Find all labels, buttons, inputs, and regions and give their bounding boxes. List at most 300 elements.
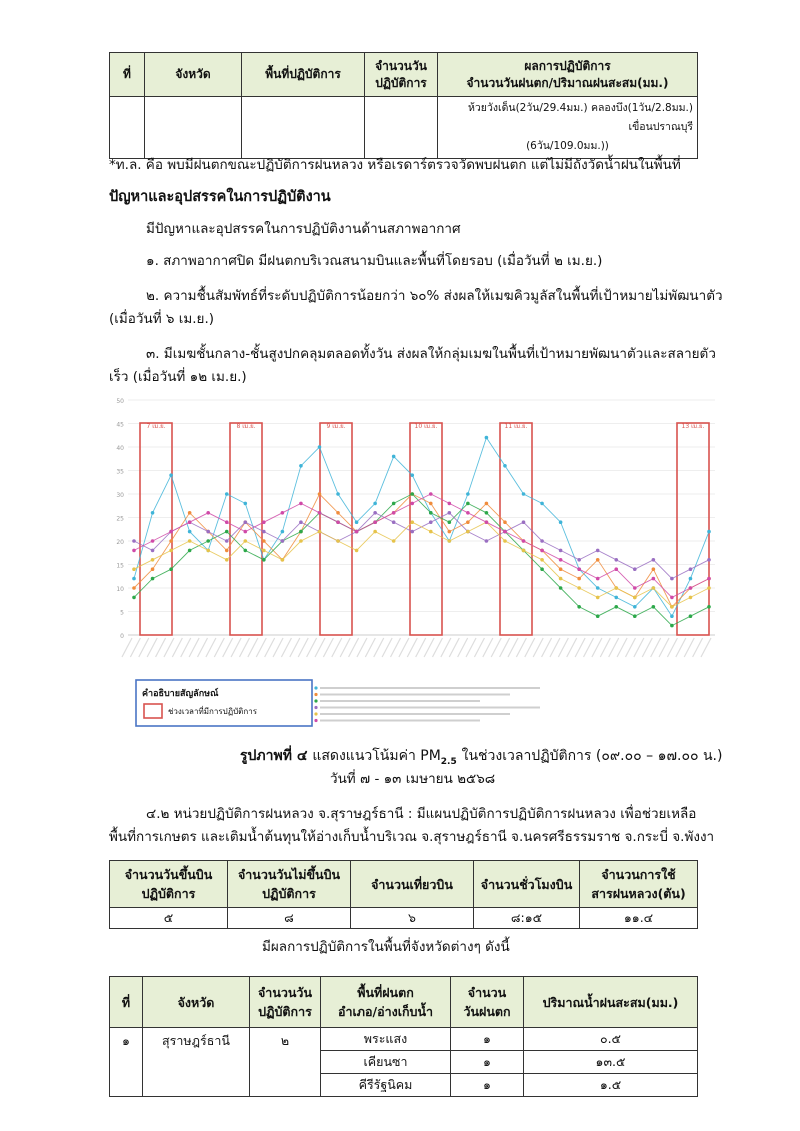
series-point [132, 549, 136, 553]
series-point [169, 530, 173, 534]
x-tick-mark [483, 638, 493, 657]
series-point [262, 520, 266, 524]
series-point [429, 520, 433, 524]
series-point [243, 539, 247, 543]
series-point [540, 567, 544, 571]
series-point [596, 596, 600, 600]
problem-3-line-1: ๓. มีเมฆชั้นกลาง-ชั้นสูงปกคลุมตลอดทั้งวัน ส่งผลให้กลุ่มเมฆในพื้นที่เป้าหมายพัฒนาตัวและสลายตัว [146, 346, 716, 362]
series-point [355, 530, 359, 534]
figure-date: วันที่ ๗ - ๑๓ เมษายน ๒๕๖๘ [330, 771, 496, 787]
x-tick-mark [147, 638, 157, 657]
series-point [485, 511, 489, 515]
x-tick-mark [315, 638, 325, 657]
x-tick-mark [223, 638, 233, 657]
y-tick-label: 25 [116, 515, 124, 523]
problem-2-line-1: ๒. ความชื้นสัมพัทธ์ที่ระดับปฏิบัติการน้อยกว่า ๖๐% ส่งผลให้เมฆคิวมูลัสในพื้นที่เป้าหมายไม่พัฒนาตัว [146, 288, 723, 304]
x-tick-mark [500, 638, 510, 657]
x-tick-mark [416, 638, 426, 657]
x-tick-mark [449, 638, 459, 657]
cell-empty [365, 97, 438, 159]
rain-area: คีรีรัฐนิคม [321, 1074, 451, 1097]
series-point [225, 558, 229, 562]
series-point [503, 539, 507, 543]
x-tick-mark [693, 638, 703, 657]
figure-title-rest: ในช่วงเวลาปฏิบัติการ (๐๙.๐๐ – ๑๗.๐๐ น.) [461, 748, 723, 764]
series-line [134, 494, 709, 607]
col-no-fly-days: จำนวนวันไม่ขึ้นบิน ปฏิบัติการ [228, 861, 351, 908]
x-tick-mark [399, 638, 409, 657]
x-tick-mark [701, 638, 711, 657]
col-flights: จำนวนเที่ยวบิน [351, 861, 474, 908]
series-point [503, 464, 507, 468]
series-point [559, 520, 563, 524]
series-point [707, 577, 711, 581]
x-tick-mark [592, 638, 602, 657]
series-point [132, 596, 136, 600]
series-point [485, 539, 489, 543]
series-point [206, 530, 210, 534]
operation-window [140, 423, 172, 635]
cell-empty [145, 97, 242, 159]
series-point [151, 577, 155, 581]
footnote: *ท.ล. คือ พบมีฝนตกขณะปฏิบัติการฝนหลวง หรือเรดาร์ตรวจวัดพบฝนตก แต่ไม่มีถังวัดน้ำฝนในพื้นที่ [109, 157, 681, 173]
x-tick-mark [533, 638, 543, 657]
section-4-2-line-2: พื้นที่การเกษตร และเติมน้ำต้นทุนให้อ่างเก็บน้ำบริเวณ จ.สุราษฎร์ธานี จ.นครศรีธรรมราช จ.กระบี่ จ.พังงา [109, 829, 715, 845]
series-point [355, 549, 359, 553]
results-heading: มีผลการปฏิบัติการในพื้นที่จังหวัดต่างๆ ดังนี้ [262, 939, 510, 955]
series-point [633, 605, 637, 609]
series-point [392, 520, 396, 524]
result-line-2: (6วัน/109.0มม.)) [526, 140, 609, 152]
x-tick-mark [122, 638, 132, 657]
x-tick-mark [516, 638, 526, 657]
series-point [151, 511, 155, 515]
x-tick-mark [642, 638, 652, 657]
series-point [485, 436, 489, 440]
x-tick-mark [206, 638, 216, 657]
series-point [577, 586, 581, 590]
series-point [670, 605, 674, 609]
series-point [281, 530, 285, 534]
x-tick-mark [130, 638, 140, 657]
series-point [503, 530, 507, 534]
series-point [299, 502, 303, 506]
y-tick-label: 10 [116, 586, 124, 593]
series-point [429, 530, 433, 534]
operation-window [677, 423, 709, 635]
legend-title: คำอธิบายสัญลักษณ์ [142, 689, 219, 699]
x-tick-mark [432, 638, 442, 657]
series-point [614, 586, 618, 590]
series-point [522, 492, 526, 496]
series-point [429, 492, 433, 496]
series-point [596, 577, 600, 581]
x-tick-mark [290, 638, 300, 657]
x-tick-mark [273, 638, 283, 657]
legend-series-dot [314, 719, 317, 722]
y-tick-label: 40 [116, 445, 124, 452]
series-point [540, 502, 544, 506]
series-point [188, 530, 192, 534]
cell-empty [242, 97, 365, 159]
series-point [281, 511, 285, 515]
col-hours: จำนวนชั่วโมงบิน [474, 861, 580, 908]
rain-mm: ๑.๕ [524, 1074, 698, 1097]
series-point [132, 586, 136, 590]
operations-result-table [109, 52, 698, 159]
series-point [429, 502, 433, 506]
y-tick-label: 5 [120, 609, 124, 617]
col-area: พื้นที่ปฏิบัติการ [242, 53, 365, 97]
series-point [318, 530, 322, 534]
series-point [596, 558, 600, 562]
series-point [689, 567, 693, 571]
series-point [670, 614, 674, 618]
x-tick-mark [491, 638, 501, 657]
x-tick-mark [357, 638, 367, 657]
series-point [373, 530, 377, 534]
x-tick-mark [156, 638, 166, 657]
series-point [577, 605, 581, 609]
series-point [485, 520, 489, 524]
problems-heading: ปัญหาและอุปสรรคในการปฏิบัติงาน [109, 189, 331, 205]
x-tick-mark [181, 638, 191, 657]
x-tick-mark [575, 638, 585, 657]
series-point [243, 549, 247, 553]
x-tick-mark [525, 638, 535, 657]
series-point [410, 520, 414, 524]
x-tick-mark [625, 638, 635, 657]
x-tick-mark [281, 638, 291, 657]
series-point [225, 539, 229, 543]
y-tick-label: 20 [116, 539, 124, 546]
series-point [652, 567, 656, 571]
series-point [281, 558, 285, 562]
rain-days: ๑ [451, 1028, 524, 1051]
series-point [243, 530, 247, 534]
series-point [299, 530, 303, 534]
series-point [151, 549, 155, 553]
rain-area: พระแสง [321, 1028, 451, 1051]
flight-summary-table [109, 860, 698, 929]
series-point [299, 539, 303, 543]
x-tick-mark [332, 638, 342, 657]
y-tick-label: 50 [116, 398, 124, 405]
series-point [596, 614, 600, 618]
series-point [652, 605, 656, 609]
series-point [652, 586, 656, 590]
y-tick-labels [116, 398, 124, 640]
legend-box [136, 680, 312, 726]
series-point [392, 502, 396, 506]
series-point [559, 577, 563, 581]
series-point [169, 567, 173, 571]
series-point [318, 492, 322, 496]
x-tick-mark [441, 638, 451, 657]
series-point [299, 464, 303, 468]
x-tick-mark [265, 638, 275, 657]
legend-series-dot [314, 712, 317, 715]
rain-mm: ๐.๕ [524, 1028, 698, 1051]
series-point [577, 577, 581, 581]
series-point [336, 520, 340, 524]
x-tick-mark [231, 638, 241, 657]
series-point [633, 567, 637, 571]
series-point [262, 549, 266, 553]
operation-window-label: 11 เม.ย. [504, 423, 528, 430]
series-point [596, 549, 600, 553]
series-point [188, 520, 192, 524]
series-point [262, 539, 266, 543]
series-point [670, 596, 674, 600]
section-4-2-line-1: ๔.๒ หน่วยปฏิบัติการฝนหลวง จ.สุราษฎร์ธานี : มีแผนปฏิบัติการปฏิบัติการฝนหลวง เพื่อช่วยเหลือ [146, 806, 697, 822]
series-point [151, 558, 155, 562]
value-no-fly-days: ๘ [228, 908, 351, 929]
series-point [336, 492, 340, 496]
operation-windows [140, 423, 709, 635]
series-point [540, 558, 544, 562]
series-point [448, 539, 452, 543]
x-tick-mark [248, 638, 258, 657]
series-point [188, 549, 192, 553]
result-line-1: ห้วยวังเด็น(2วัน/29.4มม.) คลองบึง(1วัน/2.8มม.) เขื่อนปราณบุรี [467, 102, 693, 133]
legend-label: ช่วงเวลาที่มีการปฏิบัติการ [168, 707, 257, 716]
series-point [633, 586, 637, 590]
col-result: ผลการปฏิบัติการ จำนวนวันฝนตก/ปริมาณฝนสะสม(มม.) [438, 53, 698, 97]
x-tick-mark [651, 638, 661, 657]
series-point [614, 596, 618, 600]
series-point [392, 455, 396, 459]
col-fly-days: จำนวนวันขึ้นบิน ปฏิบัติการ [110, 861, 228, 908]
series-point [503, 520, 507, 524]
series-point [652, 577, 656, 581]
series-point [373, 511, 377, 515]
series-point [522, 549, 526, 553]
series-point [614, 605, 618, 609]
series-point [522, 539, 526, 543]
pm25-trend-chart [110, 390, 725, 730]
series-point [410, 492, 414, 496]
x-tick-mark [600, 638, 610, 657]
col-rain-area: พื้นที่ฝนตก อำเภอ/อ่างเก็บน้ำ [321, 977, 451, 1028]
series-point [670, 624, 674, 628]
series-point [540, 549, 544, 553]
row-no: ๑ [110, 1028, 143, 1097]
value-flights: ๖ [351, 908, 474, 929]
value-hours: ๘:๑๕ [474, 908, 580, 929]
province-results-table [109, 976, 698, 1097]
series-point [689, 586, 693, 590]
x-tick-mark [374, 638, 384, 657]
legend-series-dot [314, 699, 317, 702]
col-rain-days: จำนวน วันฝนตก [451, 977, 524, 1028]
col-rain-mm: ปริมาณน้ำฝนสะสม(มม.) [524, 977, 698, 1028]
x-tick-mark [340, 638, 350, 657]
operation-window-label: 7 เม.ย. [146, 423, 166, 430]
series-point [614, 558, 618, 562]
series-point [596, 586, 600, 590]
series-lines [132, 436, 711, 628]
series-point [188, 539, 192, 543]
row-days: ๒ [250, 1028, 321, 1097]
series-point [243, 520, 247, 524]
x-tick-mark [382, 638, 392, 657]
series-point [169, 473, 173, 477]
problem-3-line-2: เร็ว (เมื่อวันที่ ๑๒ เม.ย.) [109, 369, 247, 385]
chart-grid [128, 400, 715, 635]
series-point [225, 549, 229, 553]
operation-window-label: 8 เม.ย. [236, 423, 256, 430]
series-point [577, 567, 581, 571]
x-tick-mark [256, 638, 266, 657]
series-point [410, 502, 414, 506]
series-point [355, 520, 359, 524]
y-tick-label: 30 [116, 492, 124, 499]
figure-caption [240, 745, 722, 767]
series-point [448, 511, 452, 515]
y-tick-label: 35 [116, 468, 124, 476]
series-point [448, 530, 452, 534]
x-tick-mark [349, 638, 359, 657]
rain-days: ๑ [451, 1051, 524, 1074]
problems-intro: มีปัญหาและอุปสรรคในการปฏิบัติงานด้านสภาพอากาศ [146, 221, 461, 237]
x-tick-mark [424, 638, 434, 657]
col-days: จำนวนวัน ปฏิบัติการ [250, 977, 321, 1028]
series-point [707, 558, 711, 562]
x-tick-mark [550, 638, 560, 657]
series-line [134, 494, 709, 597]
operation-window-label: 10 เม.ย. [414, 423, 438, 430]
x-tick-mark [307, 638, 317, 657]
x-tick-mark [189, 638, 199, 657]
x-tick-mark [617, 638, 627, 657]
series-point [466, 520, 470, 524]
x-tick-mark [198, 638, 208, 657]
series-point [559, 567, 563, 571]
series-point [206, 549, 210, 553]
series-point [466, 502, 470, 506]
series-point [689, 614, 693, 618]
x-tick-mark [684, 638, 694, 657]
series-point [707, 530, 711, 534]
x-tick-mark [542, 638, 552, 657]
series-point [614, 567, 618, 571]
x-tick-mark [474, 638, 484, 657]
series-point [336, 511, 340, 515]
series-point [392, 539, 396, 543]
operation-window [230, 423, 262, 635]
series-point [225, 530, 229, 534]
series-point [559, 549, 563, 553]
legend-series-dot [314, 693, 317, 696]
series-point [132, 577, 136, 581]
series-point [373, 520, 377, 524]
x-tick-mark [139, 638, 149, 657]
series-point [392, 511, 396, 515]
x-tick-mark [508, 638, 518, 657]
x-tick-mark [567, 638, 577, 657]
x-tick-mark [634, 638, 644, 657]
operation-window [320, 423, 352, 635]
series-point [485, 502, 489, 506]
col-province: จังหวัด [145, 53, 242, 97]
value-fly-days: ๕ [110, 908, 228, 929]
series-point [262, 558, 266, 562]
series-point [132, 539, 136, 543]
series-point [410, 473, 414, 477]
series-point [243, 502, 247, 506]
series-line [134, 513, 709, 579]
legend-series-dot [314, 686, 317, 689]
series-point [540, 539, 544, 543]
figure-title: แสดงแนวโน้มค่า PM [312, 748, 441, 764]
series-point [689, 577, 693, 581]
series-point [206, 511, 210, 515]
series-point [206, 539, 210, 543]
series-point [225, 492, 229, 496]
series-point [559, 586, 563, 590]
series-point [299, 520, 303, 524]
operation-window [500, 423, 532, 635]
series-point [448, 502, 452, 506]
x-tick-mark [667, 638, 677, 657]
series-point [151, 567, 155, 571]
x-tick-mark [391, 638, 401, 657]
row-province: สุราษฎร์ธานี [143, 1028, 250, 1097]
series-point [448, 520, 452, 524]
x-tick-mark [458, 638, 468, 657]
y-tick-label: 15 [116, 562, 124, 570]
series-point [132, 567, 136, 571]
col-no: ที่ [110, 977, 143, 1028]
series-point [559, 558, 563, 562]
series-point [707, 586, 711, 590]
chart-legend [136, 680, 540, 726]
series-point [151, 539, 155, 543]
x-tick-mark [407, 638, 417, 657]
series-point [429, 511, 433, 515]
x-tick-mark [609, 638, 619, 657]
x-tick-mark [298, 638, 308, 657]
x-tick-labels [122, 638, 711, 657]
x-tick-mark [584, 638, 594, 657]
operation-window-label: 13 เม.ย. [681, 423, 705, 430]
x-tick-mark [239, 638, 249, 657]
series-point [707, 605, 711, 609]
rain-area: เคียนซา [321, 1051, 451, 1074]
x-tick-mark [365, 638, 375, 657]
x-tick-mark [323, 638, 333, 657]
problem-1: ๑. สภาพอากาศปิด มีฝนตกบริเวณสนามบินและพื้นที่โดยรอบ (เมื่อวันที่ ๒ เม.ย.) [146, 253, 603, 269]
series-point [689, 596, 693, 600]
cell-result [438, 97, 698, 159]
series-point [169, 549, 173, 553]
y-tick-label: 45 [116, 421, 124, 429]
series-point [633, 614, 637, 618]
legend-series-dot [314, 706, 317, 709]
rain-days: ๑ [451, 1074, 524, 1097]
y-tick-label: 0 [120, 633, 124, 640]
x-tick-mark [466, 638, 476, 657]
series-point [670, 577, 674, 581]
series-point [373, 502, 377, 506]
x-tick-mark [676, 638, 686, 657]
series-point [262, 530, 266, 534]
series-point [522, 520, 526, 524]
col-chemicals: จำนวนการใช้ สารฝนหลวง(ตัน) [580, 861, 698, 908]
x-tick-mark [558, 638, 568, 657]
series-point [466, 492, 470, 496]
